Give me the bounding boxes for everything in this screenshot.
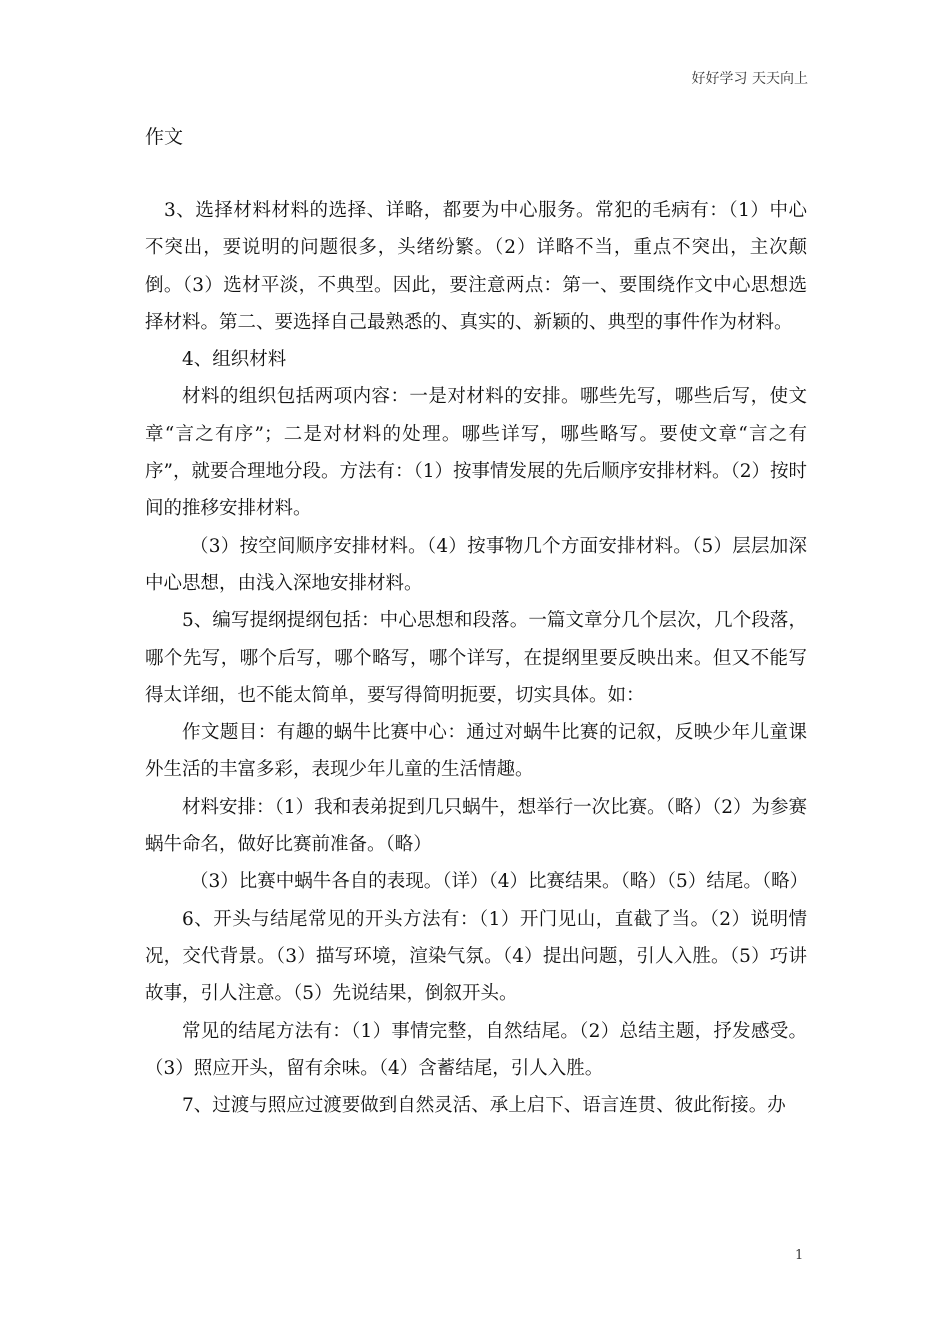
paragraph-organize-methods: （3）按空间顺序安排材料。（4）按事物几个方面安排材料。（5）层层加深中心思想，由浅入深地安排材料。 [145,535,807,594]
paragraph-arrangement-continued: （3）比赛中蜗牛各自的表现。（详）（4）比赛结果。（略）（5）结尾。（略） [190,871,809,893]
paragraph-organize-content: 材料的组织包括两项内容：一是对材料的安排。哪些先写，哪些后写，使文章“言之有序”；二是对材料的处理。哪些详写，哪些略写。要使文章“言之有序”，就要合理地分段。方法有：（1）按事情发展的先后顺序安排材料。（2）按时间的推移安排材料。 [145,386,808,520]
document-title: 作文 [145,126,184,148]
document-body [145,192,807,1124]
page-header: 好好学习 天天向上 [691,71,808,87]
paragraph-material-arrangement: 材料安排：（1）我和表弟捉到几只蜗牛，想举行一次比赛。（略）（2）为参赛蜗牛命名，做好比赛前准备。（略） [145,796,807,856]
paragraph-outline: 5、编写提纲提纲包括：中心思想和段落。一篇文章分几个层次，几个段落，哪个先写，哪个后写，哪个略写，哪个详写，在提纲里要反映出来。但又不能写得太详细，也不能太简单，要写得简明扼要，切实具体。如： [145,610,807,706]
paragraph-transition: 7、过渡与照应过渡要做到自然灵活、承上启下、语言连贯、彼此衔接。办 [182,1095,786,1117]
paragraph-ending-methods: 常见的结尾方法有：（1）事情完整，自然结尾。（2）总结主题，抒发感受。（3）照应开头，留有余味。（4）含蓄结尾，引人入胜。 [145,1020,807,1079]
paragraph-essay-title: 作文题目：有趣的蜗牛比赛中心：通过对蜗牛比赛的记叙，反映少年儿童课外生活的丰富多彩，表现少年儿童的生活情趣。 [145,722,807,781]
paragraph-organize-heading: 4、组织材料 [182,349,287,371]
paragraph-select-material: 3、选择材料材料的选择、详略，都要为中心服务。常犯的毛病有：（1）中心不突出，要说明的问题很多，头绪纷繁。（2）详略不当，重点不突出，主次颠倒。（3）选材平淡，不典型。因此，要注意两点：第一、要围绕作文中心思想选择材料。第二、要选择自己最熟悉的、真实的、新颖的、典型的事件作为材料。 [145,200,807,333]
paragraph-opening-ending: 6、开头与结尾常见的开头方法有：（1）开门见山，直截了当。（2）说明情况，交代背景。（3）描写环境，渲染气氛。（4）提出问题，引人入胜。（5）巧讲故事，引人注意。（5）先说结果，倒叙开头。 [145,908,807,1005]
page-number: 1 [795,1248,804,1263]
